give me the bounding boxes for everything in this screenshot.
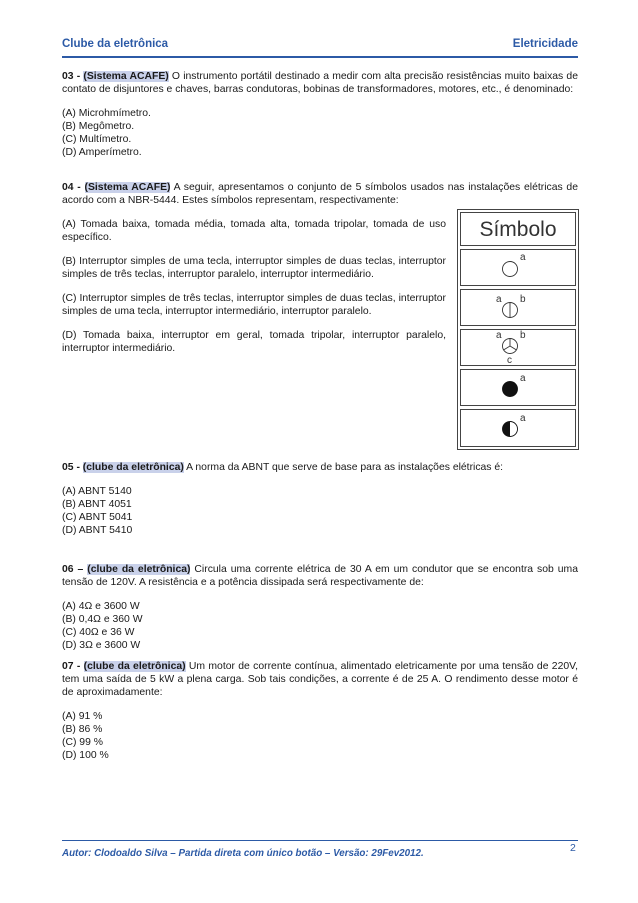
- question-06-stem: [62, 563, 578, 589]
- question-03-stem: [62, 70, 578, 96]
- option: (D) Tomada baixa, interruptor em geral, tomada tripolar, interruptor paralelo, interruptor intermediário.: [62, 330, 446, 354]
- option: (A) Microhmímetro.: [62, 108, 151, 119]
- source-tag: (Sistema ACAFE): [84, 182, 171, 193]
- option: (C) 99 %: [62, 737, 103, 748]
- question-text: A norma da ABNT que serve de base para as instalações elétricas é:: [183, 462, 504, 473]
- question-number: 05 -: [62, 462, 83, 473]
- option: (D) 3Ω e 3600 W: [62, 640, 141, 651]
- question-number: 04 -: [62, 182, 85, 193]
- footer-rule: [62, 840, 578, 841]
- page-number: 2: [570, 842, 576, 854]
- page-header: [62, 38, 578, 54]
- question-text: O instrumento portátil destinado a medir com alta precisão resistências muito baixas de contato de disjuntores e chaves, barras condutoras, bobinas de transformadores, motores, etc., é denominado:: [62, 71, 578, 95]
- option: (A) 91 %: [62, 711, 103, 722]
- svg-text:a: a: [520, 252, 526, 263]
- question-number: 03 -: [62, 71, 84, 82]
- option: (A) 4Ω e 3600 W: [62, 601, 140, 612]
- option: (D) ABNT 5410: [62, 525, 133, 536]
- option: (A) Tomada baixa, tomada média, tomada alta, tomada tripolar, tomada de uso específico.: [62, 219, 446, 243]
- option: (B) 86 %: [62, 724, 103, 735]
- source-tag: (Sistema ACAFE): [83, 71, 169, 82]
- option: (D) 100 %: [62, 750, 109, 761]
- question-number: 07 -: [62, 661, 84, 672]
- question-04-stem: [62, 181, 578, 207]
- question-05: [62, 461, 578, 537]
- question-text: A seguir, apresentamos o conjunto de 5 símbolos usados nas instalações elétricas de acordo com a NBR-5444. Estes símbolos representam, respectivamente:: [62, 182, 578, 206]
- option: (B) 0,4Ω e 360 W: [62, 614, 143, 625]
- source-tag: (clube da eletrônica): [83, 661, 186, 672]
- option: (C) Interruptor simples de três teclas, interruptor simples de duas teclas, interruptor simples de uma tecla, interruptor intermediário, interruptor paralelo.: [62, 293, 446, 317]
- option: (A) ABNT 5140: [62, 486, 132, 497]
- question-03: [62, 70, 578, 159]
- symbol-header: Símbolo: [479, 218, 557, 241]
- header-rule: [62, 56, 578, 58]
- option: (C) 40Ω e 36 W: [62, 627, 135, 638]
- option: (B) Megômetro.: [62, 121, 135, 132]
- question-07: [62, 660, 578, 762]
- source-tag: (clube da eletrônica): [87, 564, 191, 575]
- option: (D) Amperímetro.: [62, 147, 142, 158]
- svg-text:a: a: [496, 294, 502, 305]
- svg-text:c: c: [507, 355, 512, 366]
- question-number: 06 –: [62, 564, 88, 575]
- question-06: [62, 563, 578, 652]
- question-07-stem: [62, 660, 578, 699]
- question-text: Circula uma corrente elétrica de 30 A em um condutor que se encontra sob uma tensão de 120V. A resistência e a potência dissipada será respectivamente de:: [62, 564, 578, 588]
- header-left: Clube da eletrônica: [62, 38, 169, 50]
- question-text: Um motor de corrente contínua, alimentado eletricamente por uma tensão de 220V, tem uma saída de 5 kW a plena carga. Sob tais condições, a corrente é de 25 A. O rendimento desse motor é de aproximadamente:: [62, 661, 578, 698]
- header-right: Eletricidade: [512, 38, 578, 50]
- option: (C) Multímetro.: [62, 134, 132, 145]
- question-04: [62, 181, 578, 207]
- source-tag: (clube da eletrônica): [82, 462, 184, 473]
- question-04-options: [62, 218, 446, 355]
- option: (B) Interruptor simples de uma tecla, interruptor simples de duas teclas, interruptor simples de três teclas, interruptor paralelo, interruptor intermediário.: [62, 256, 446, 280]
- svg-text:a: a: [496, 330, 502, 341]
- question-05-stem: [62, 461, 578, 474]
- svg-text:a: a: [520, 373, 526, 384]
- footer-text: Autor: Clodoaldo Silva – Partida direta com único botão – Versão: 29Fev2012.: [62, 848, 424, 859]
- symbol-table: [457, 209, 579, 450]
- svg-text:b: b: [520, 330, 526, 341]
- svg-text:a: a: [520, 413, 526, 424]
- option: (B) ABNT 4051: [62, 499, 132, 510]
- svg-text:b: b: [520, 294, 526, 305]
- option: (C) ABNT 5041: [62, 512, 133, 523]
